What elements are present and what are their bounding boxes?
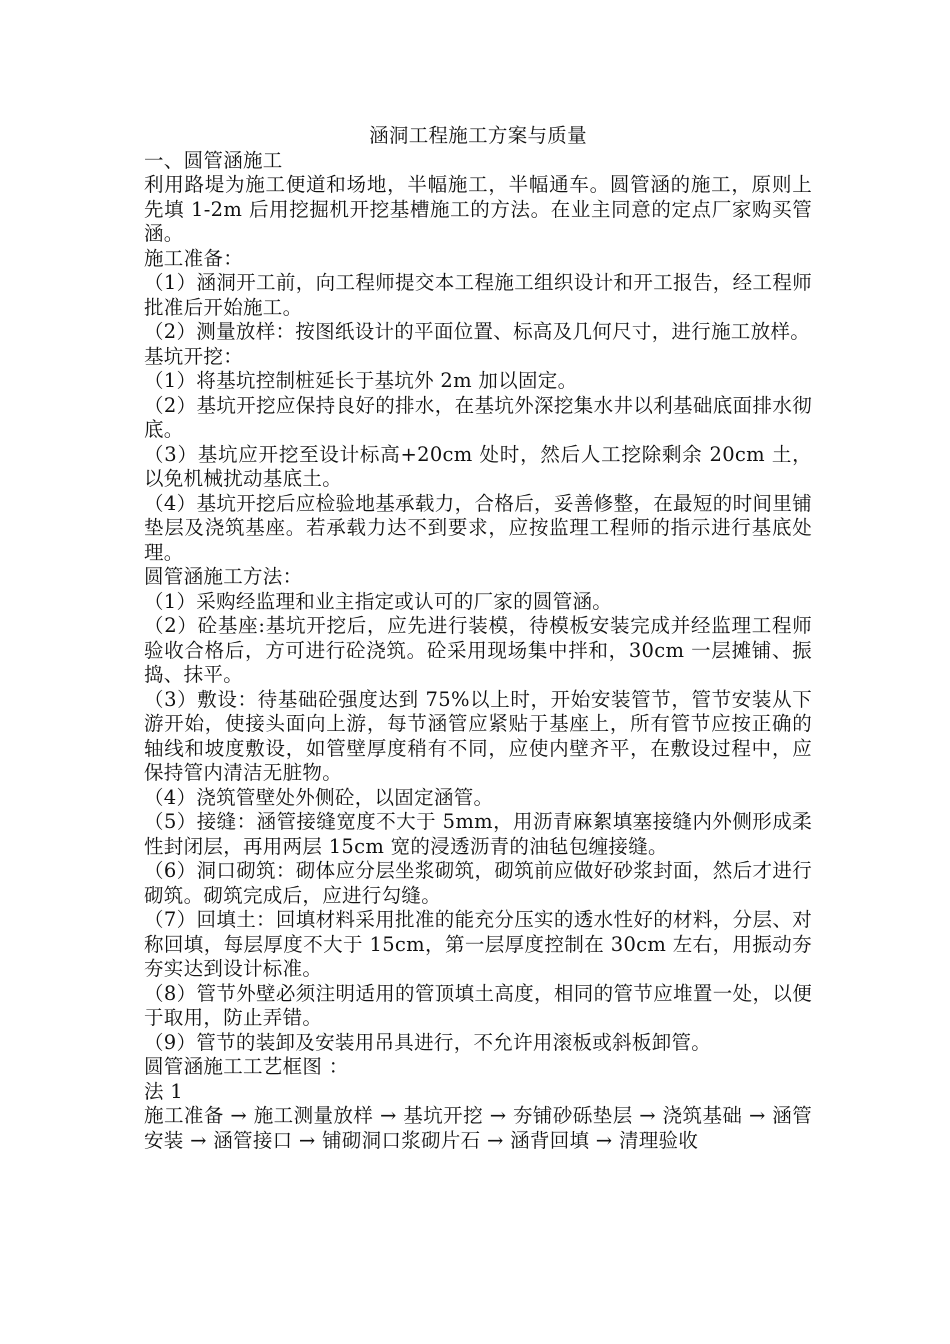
list-item: （1）将基坑控制桩延长于基坑外 2m 加以固定。	[144, 369, 578, 392]
list-item: （1）采购经监理和业主指定或认可的厂家的圆管涵。	[144, 589, 613, 613]
list-item: （6）洞口砌筑：砌体应分层坐浆砌筑，砌筑前应做好砂浆封面，然后才进行砌筑。砌筑完成后，应进行勾缝。	[144, 859, 812, 907]
section-heading: 一、圆管涵施工	[144, 148, 283, 172]
flow-label: 法 1	[144, 1079, 184, 1103]
list-item: （4）基坑开挖后应检验地基承载力，合格后，妥善修整，在最短的时间里铺垫层及浇筑基座。若承载力达不到要求，应按监理工程师的指示进行基底处理。	[144, 491, 812, 564]
list-item: （5）接缝：涵管接缝宽度不大于 5mm，用沥青麻絮填塞接缝内外侧形成柔性封闭层，再用两层 15cm 宽的浸透沥青的油毡包缠接缝。	[144, 810, 812, 858]
list-item: （8）管节外壁必须注明适用的管顶填土高度，相同的管节应堆置一处，以便于取用，防止弄错。	[144, 981, 812, 1029]
list-item: （3）敷设：待基础砼强度达到 75%以上时，开始安装管节，管节安装从下游开始，使接头面向上游，每节涵管应紧贴于基座上，所有管节应按正确的轴线和坡度敷设，如管壁厚度稍有不同，应使内壁齐平，在敷设过程中，应保持管内清洁无脏物。	[144, 687, 812, 784]
subsection-heading: 圆管涵施工方法：	[144, 565, 303, 588]
process-flow: 施工准备 → 施工测量放样 → 基坑开挖 → 夯铺砂砾垫层 → 浇筑基础 → 涵管安装 → 涵管接口 → 铺砌洞口浆砌片石 → 涵背回填 → 清理验收	[144, 1104, 812, 1152]
list-item: （1）涵洞开工前，向工程师提交本工程施工组织设计和开工报告，经工程师批准后开始施工。	[144, 271, 812, 319]
body-paragraph: 利用路堤为施工便道和场地，半幅施工，半幅通车。圆管涵的施工，原则上先填 1-2m 后用挖掘机开挖基槽施工的方法。在业主同意的定点厂家购买管涵。	[144, 173, 812, 245]
list-item: （3）基坑应开挖至设计标高+20cm 处时，然后人工挖除剩余 20cm 土，以免机械扰动基底土。	[144, 442, 812, 490]
subsection-heading: 圆管涵施工工艺框图 ：	[144, 1055, 349, 1078]
list-item: （7）回填土：回填材料采用批准的能充分压实的透水性好的材料，分层、对称回填，每层厚度不大于 15cm，第一层厚度控制在 30cm 左右，用振动夯夯实达到设计标准。	[144, 908, 812, 980]
list-item: （2）测量放样：按图纸设计的平面位置、标高及几何尺寸，进行施工放样。	[144, 320, 811, 343]
list-item: （2）砼基座:基坑开挖后，应先进行装模，待模板安装完成并经监理工程师验收合格后，方可进行砼浇筑。砼采用现场集中拌和，30cm 一层摊铺、振捣、抹平。	[144, 614, 812, 686]
document-title: 涵洞工程施工方案与质量	[369, 124, 587, 147]
subsection-heading: 施工准备：	[144, 246, 244, 270]
list-item: （9）管节的装卸及安装用吊具进行，不允许用滚板或斜板卸管。	[144, 1030, 712, 1054]
document-page	[144, 124, 812, 1153]
list-item: （4）浇筑管壁处外侧砼，以固定涵管。	[144, 785, 494, 809]
list-item: （2）基坑开挖应保持良好的排水，在基坑外深挖集水井以利基础底面排水彻底。	[144, 393, 812, 441]
subsection-heading: 基坑开挖：	[144, 344, 244, 368]
